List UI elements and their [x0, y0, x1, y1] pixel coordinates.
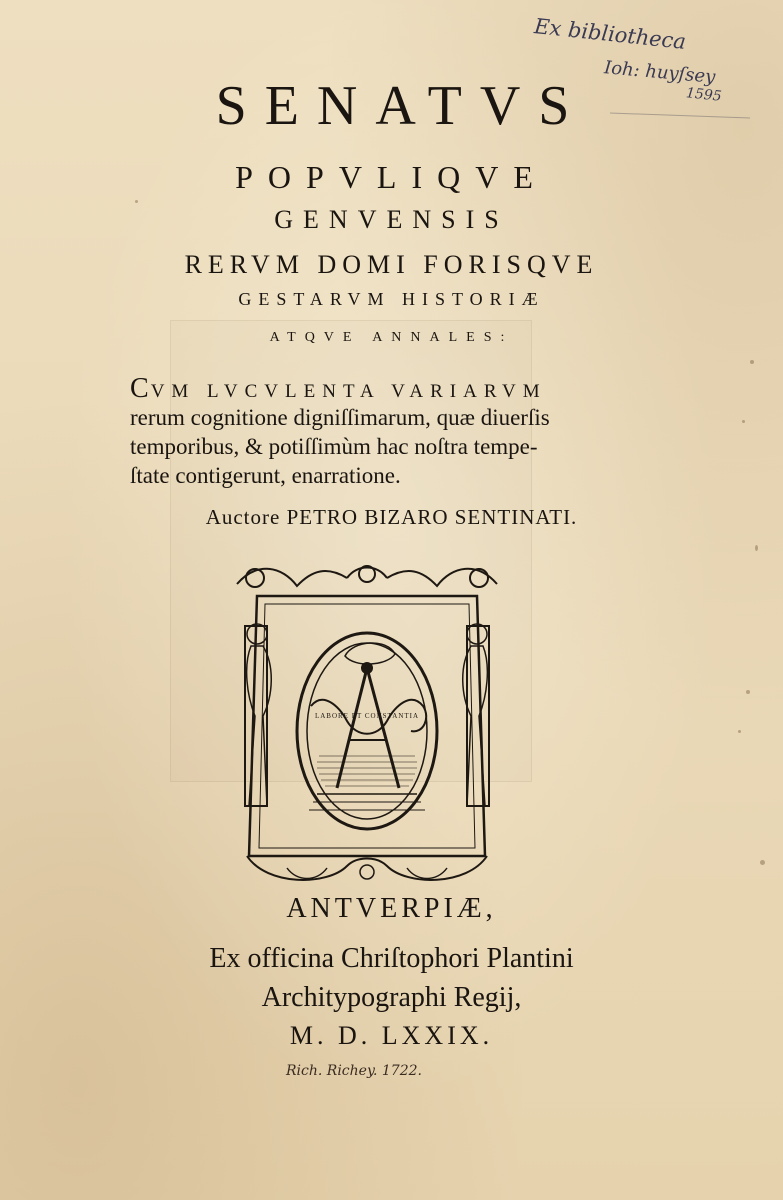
imprint-printer: Ex officina Chriſtophori Plantini [209, 943, 574, 974]
description-line-1-text: VM LVCVLENTA VARIARVM [150, 381, 547, 402]
paper-speck [760, 860, 765, 865]
imprint-title: Architypographi Regij, [261, 982, 522, 1013]
imprint-year: M. D. LXXIX. [289, 1021, 494, 1050]
paper-speck [135, 200, 138, 203]
title-line-gestarum: GESTARVM HISTORIÆ [238, 289, 545, 309]
author-line: Auctore PETRO BIZARO SENTINATI. [205, 505, 578, 529]
device-motto: LABORE ET CONSTANTIA [314, 712, 420, 720]
description-initial: C [130, 373, 151, 404]
title-line-populique: POPVLIQVE [235, 159, 548, 195]
paper-speck [755, 545, 758, 551]
provenance-note-line2: Ioh: huyſsey [603, 57, 717, 88]
owner-signature: Rich. Richey. 1722. [286, 1063, 422, 1079]
printers-device-vignette [227, 556, 507, 894]
imprint-city: ANTVERPIÆ, [286, 893, 497, 924]
paper-speck [746, 690, 750, 694]
title-line-annales: ATQVE ANNALES: [269, 330, 514, 345]
description-line-3: temporibus, & potiſſimùm hac noſtra tempe- [130, 434, 538, 459]
paper-speck [738, 730, 741, 733]
description-line-2: rerum cognitione digniſſimarum, quæ diuerſis [130, 405, 550, 430]
paper-speck [750, 360, 754, 364]
title-line-genuensis: GENVENSIS [274, 205, 509, 234]
provenance-note-line1: Ex bibliotheca [533, 14, 688, 54]
description-line-4: ſtate contigerunt, enarratione. [130, 463, 401, 488]
title-line-rerum-domi: RERVM DOMI FORISQVE [184, 250, 599, 279]
paper-speck [742, 420, 745, 423]
provenance-note-year: 1595 [685, 85, 723, 105]
title-line-senatus: SENATVS [215, 75, 588, 137]
